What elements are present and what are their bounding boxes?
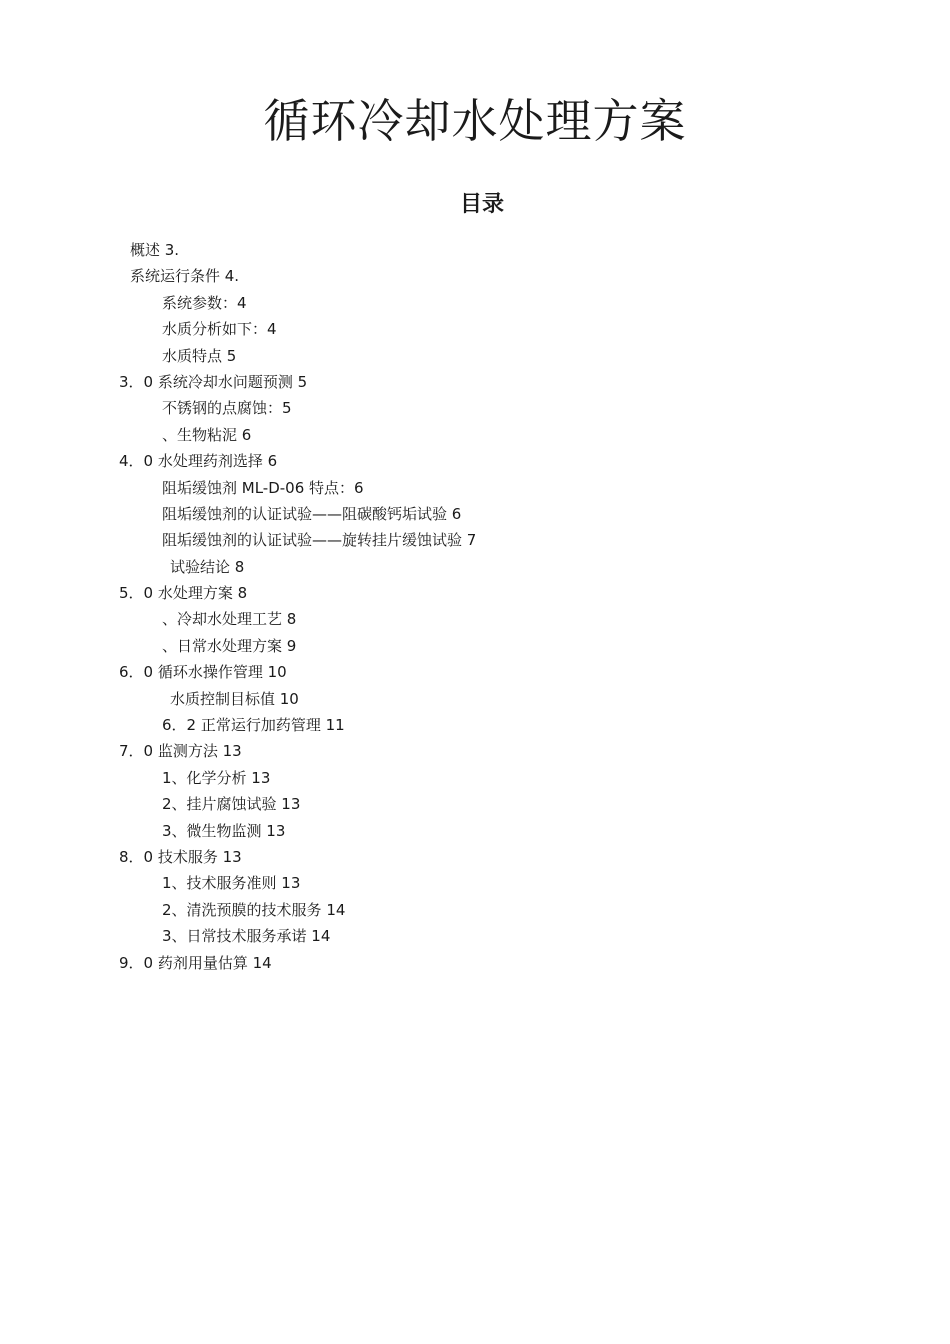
toc-entry[interactable]: 系统参数：4 bbox=[162, 293, 247, 312]
toc-entry[interactable]: 水质控制目标值 10 bbox=[170, 689, 299, 708]
toc-entry[interactable]: 3、日常技术服务承诺 14 bbox=[162, 927, 331, 946]
toc-entry[interactable]: 阻垢缓蚀剂的认证试验——阻碳酸钙垢试验 6 bbox=[162, 504, 462, 523]
toc-entry[interactable]: 3．0 系统冷却水问题预测 5 bbox=[119, 372, 308, 391]
toc-heading: 目录 bbox=[459, 192, 504, 217]
toc-entry[interactable]: 阻垢缓蚀剂的认证试验——旋转挂片缓蚀试验 7 bbox=[162, 531, 477, 550]
toc-entry[interactable]: 6．2 正常运行加药管理 11 bbox=[162, 716, 345, 735]
toc-entry[interactable]: 概述 3. bbox=[130, 241, 180, 259]
toc-entry[interactable]: 试验结论 8 bbox=[170, 557, 245, 576]
toc-entry[interactable]: 6．0 循环水操作管理 10 bbox=[119, 663, 287, 682]
toc-entry[interactable]: 不锈钢的点腐蚀：5 bbox=[162, 399, 292, 418]
toc-entry[interactable]: 、冷却水处理工艺 8 bbox=[162, 610, 297, 629]
toc-entry[interactable]: 1、技术服务准则 13 bbox=[162, 874, 301, 893]
toc-entry[interactable]: 2、清洗预膜的技术服务 14 bbox=[162, 900, 346, 919]
toc-entry[interactable]: 5．0 水处理方案 8 bbox=[119, 584, 248, 603]
toc-entry[interactable]: 7．0 监测方法 13 bbox=[119, 742, 242, 761]
toc-entry[interactable]: 阻垢缓蚀剂 ML-D-06 特点：6 bbox=[162, 478, 364, 497]
toc-entry[interactable]: 4．0 水处理药剂选择 6 bbox=[119, 452, 278, 471]
toc-entry[interactable]: 2、挂片腐蚀试验 13 bbox=[162, 795, 301, 814]
document-title: 循环冷却水处理方案 bbox=[263, 94, 687, 148]
toc-entry[interactable]: 、生物粘泥 6 bbox=[162, 425, 252, 444]
toc-entry[interactable]: 、日常水处理方案 9 bbox=[162, 636, 297, 655]
table-of-contents bbox=[0, 237, 950, 976]
toc-entry[interactable]: 水质特点 5 bbox=[162, 346, 237, 365]
toc-entry[interactable]: 8．0 技术服务 13 bbox=[119, 847, 242, 866]
toc-entry[interactable]: 系统运行条件 4. bbox=[130, 267, 240, 286]
toc-entry[interactable]: 3、微生物监测 13 bbox=[162, 821, 286, 840]
toc-entry[interactable]: 1、化学分析 13 bbox=[162, 768, 271, 787]
toc-entry[interactable]: 水质分析如下：4 bbox=[162, 320, 277, 339]
toc-entry[interactable]: 9．0 药剂用量估算 14 bbox=[119, 953, 272, 972]
